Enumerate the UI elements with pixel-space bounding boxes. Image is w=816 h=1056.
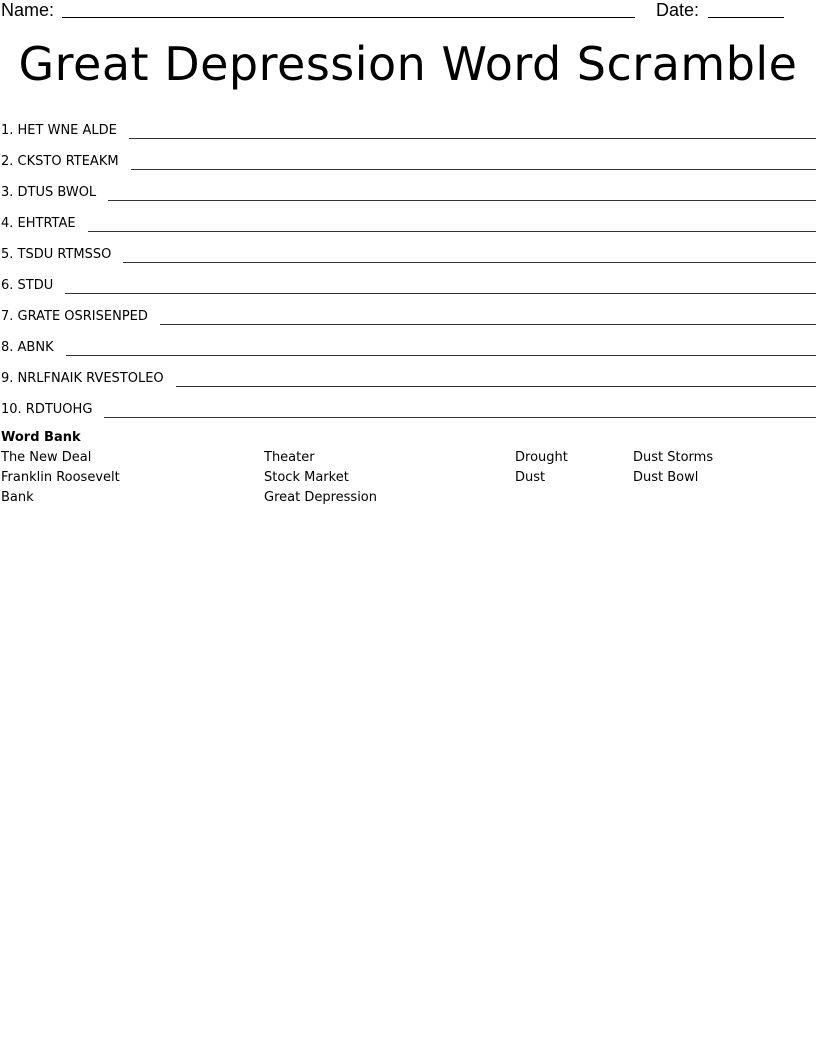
word-bank-entry: Dust (515, 470, 546, 485)
scramble-item (0, 111, 816, 142)
answer-line (131, 168, 816, 170)
answer-line (123, 261, 816, 263)
scramble-word: 10. RDTUOHG (1, 402, 93, 417)
page-title: Great Depression Word Scramble (18, 37, 798, 91)
word-bank (0, 428, 816, 508)
answer-line (88, 230, 816, 232)
scramble-word: 2. CKSTO RTEAKM (1, 154, 119, 169)
scramble-list (0, 111, 816, 421)
scramble-item (0, 359, 816, 390)
scramble-item (0, 297, 816, 328)
scramble-item (0, 173, 816, 204)
scramble-word: 9. NRLFNAIK RVESTOLEO (1, 371, 164, 386)
answer-line (129, 137, 816, 139)
scramble-word: 7. GRATE OSRISENPED (1, 309, 148, 324)
word-bank-grid (0, 448, 816, 508)
word-bank-entry: The New Deal (1, 450, 92, 465)
name-field-line (62, 17, 635, 18)
scramble-word: 5. TSDU RTMSSO (1, 247, 112, 262)
word-bank-entry: Dust Bowl (633, 470, 699, 485)
scramble-item (0, 328, 816, 359)
name-label: Name: (1, 0, 55, 20)
word-bank-entry: Theater (264, 450, 315, 465)
word-bank-entry: Bank (1, 490, 34, 505)
scramble-word: 1. HET WNE ALDE (1, 123, 117, 138)
scramble-item (0, 235, 816, 266)
scramble-item (0, 142, 816, 173)
answer-line (65, 292, 816, 294)
answer-line (176, 385, 816, 387)
word-bank-entry: Franklin Roosevelt (1, 470, 120, 485)
scramble-item (0, 266, 816, 297)
word-bank-entry: Stock Market (264, 470, 349, 485)
word-bank-entry: Dust Storms (633, 450, 714, 465)
word-bank-entry: Great Depression (264, 490, 377, 505)
word-bank-entry: Drought (515, 450, 568, 465)
word-bank-title: Word Bank (1, 430, 81, 445)
scramble-item (0, 390, 816, 421)
scramble-word: 3. DTUS BWOL (1, 185, 97, 200)
answer-line (108, 199, 816, 201)
answer-line (160, 323, 816, 325)
scramble-word: 6. STDU (1, 278, 54, 293)
answer-line (66, 354, 816, 356)
scramble-item (0, 204, 816, 235)
worksheet-header (0, 0, 816, 22)
date-label: Date: (656, 0, 700, 20)
answer-line (104, 416, 816, 418)
date-field-line (708, 17, 784, 18)
scramble-word: 8. ABNK (1, 340, 54, 355)
scramble-word: 4. EHTRTAE (1, 216, 76, 231)
